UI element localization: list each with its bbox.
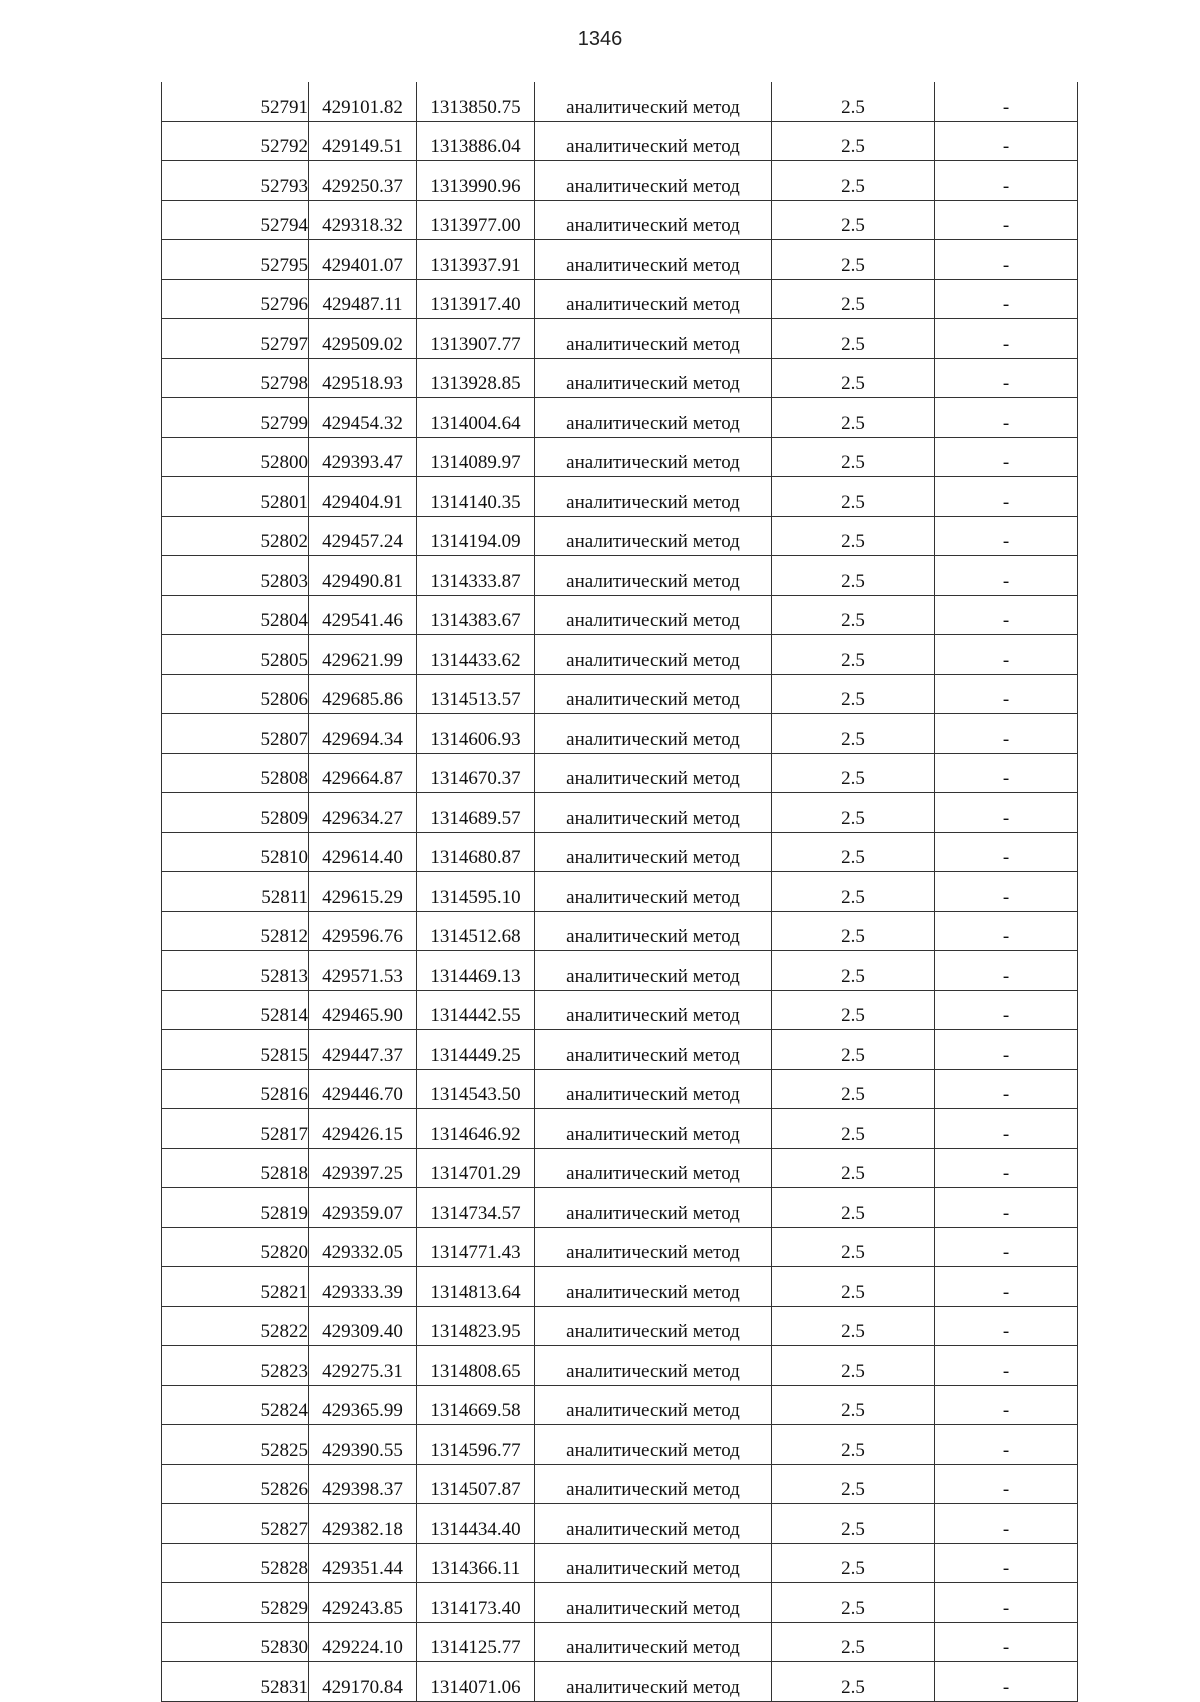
table-row bbox=[162, 1662, 1078, 1702]
point-number-cell: 52821 bbox=[162, 1267, 309, 1307]
table-row bbox=[162, 832, 1078, 872]
x-coordinate-cell: 429398.37 bbox=[309, 1464, 417, 1504]
y-coordinate-cell: 1314433.62 bbox=[417, 635, 535, 675]
x-coordinate-cell: 429615.29 bbox=[309, 872, 417, 912]
table-row bbox=[162, 911, 1078, 951]
x-coordinate-cell: 429465.90 bbox=[309, 990, 417, 1030]
method-cell: аналитический метод bbox=[535, 1583, 772, 1623]
note-cell: - bbox=[935, 635, 1078, 675]
point-number-cell: 52814 bbox=[162, 990, 309, 1030]
y-coordinate-cell: 1314173.40 bbox=[417, 1583, 535, 1623]
x-coordinate-cell: 429518.93 bbox=[309, 358, 417, 398]
note-cell: - bbox=[935, 161, 1078, 201]
method-cell: аналитический метод bbox=[535, 714, 772, 754]
method-cell: аналитический метод bbox=[535, 1030, 772, 1070]
table-row bbox=[162, 556, 1078, 596]
y-coordinate-cell: 1314071.06 bbox=[417, 1662, 535, 1702]
point-number-cell: 52823 bbox=[162, 1346, 309, 1386]
y-coordinate-cell: 1313850.75 bbox=[417, 82, 535, 121]
x-coordinate-cell: 429365.99 bbox=[309, 1385, 417, 1425]
note-cell: - bbox=[935, 911, 1078, 951]
note-cell: - bbox=[935, 358, 1078, 398]
method-cell: аналитический метод bbox=[535, 1385, 772, 1425]
accuracy-cell: 2.5 bbox=[772, 1227, 935, 1267]
table-row bbox=[162, 437, 1078, 477]
accuracy-cell: 2.5 bbox=[772, 714, 935, 754]
point-number-cell: 52807 bbox=[162, 714, 309, 754]
method-cell: аналитический метод bbox=[535, 161, 772, 201]
y-coordinate-cell: 1313977.00 bbox=[417, 200, 535, 240]
x-coordinate-cell: 429250.37 bbox=[309, 161, 417, 201]
method-cell: аналитический метод bbox=[535, 437, 772, 477]
y-coordinate-cell: 1314469.13 bbox=[417, 951, 535, 991]
coordinates-table bbox=[161, 82, 1078, 1702]
method-cell: аналитический метод bbox=[535, 911, 772, 951]
accuracy-cell: 2.5 bbox=[772, 951, 935, 991]
y-coordinate-cell: 1314449.25 bbox=[417, 1030, 535, 1070]
x-coordinate-cell: 429351.44 bbox=[309, 1543, 417, 1583]
y-coordinate-cell: 1314194.09 bbox=[417, 516, 535, 556]
accuracy-cell: 2.5 bbox=[772, 1306, 935, 1346]
point-number-cell: 52803 bbox=[162, 556, 309, 596]
note-cell: - bbox=[935, 1504, 1078, 1544]
note-cell: - bbox=[935, 1464, 1078, 1504]
table-row bbox=[162, 319, 1078, 359]
point-number-cell: 52791 bbox=[162, 82, 309, 121]
x-coordinate-cell: 429275.31 bbox=[309, 1346, 417, 1386]
note-cell: - bbox=[935, 82, 1078, 121]
point-number-cell: 52801 bbox=[162, 477, 309, 517]
point-number-cell: 52811 bbox=[162, 872, 309, 912]
y-coordinate-cell: 1313886.04 bbox=[417, 121, 535, 161]
x-coordinate-cell: 429454.32 bbox=[309, 398, 417, 438]
y-coordinate-cell: 1314596.77 bbox=[417, 1425, 535, 1465]
accuracy-cell: 2.5 bbox=[772, 121, 935, 161]
point-number-cell: 52808 bbox=[162, 753, 309, 793]
method-cell: аналитический метод bbox=[535, 1148, 772, 1188]
note-cell: - bbox=[935, 595, 1078, 635]
table-row bbox=[162, 240, 1078, 280]
method-cell: аналитический метод bbox=[535, 1464, 772, 1504]
table-row bbox=[162, 279, 1078, 319]
accuracy-cell: 2.5 bbox=[772, 200, 935, 240]
x-coordinate-cell: 429309.40 bbox=[309, 1306, 417, 1346]
method-cell: аналитический метод bbox=[535, 832, 772, 872]
note-cell: - bbox=[935, 516, 1078, 556]
y-coordinate-cell: 1314442.55 bbox=[417, 990, 535, 1030]
y-coordinate-cell: 1313937.91 bbox=[417, 240, 535, 280]
table-row bbox=[162, 1109, 1078, 1149]
y-coordinate-cell: 1314734.57 bbox=[417, 1188, 535, 1228]
point-number-cell: 52817 bbox=[162, 1109, 309, 1149]
y-coordinate-cell: 1314004.64 bbox=[417, 398, 535, 438]
method-cell: аналитический метод bbox=[535, 1227, 772, 1267]
point-number-cell: 52819 bbox=[162, 1188, 309, 1228]
note-cell: - bbox=[935, 1030, 1078, 1070]
note-cell: - bbox=[935, 437, 1078, 477]
x-coordinate-cell: 429509.02 bbox=[309, 319, 417, 359]
note-cell: - bbox=[935, 1267, 1078, 1307]
note-cell: - bbox=[935, 872, 1078, 912]
accuracy-cell: 2.5 bbox=[772, 556, 935, 596]
y-coordinate-cell: 1314701.29 bbox=[417, 1148, 535, 1188]
x-coordinate-cell: 429401.07 bbox=[309, 240, 417, 280]
x-coordinate-cell: 429614.40 bbox=[309, 832, 417, 872]
point-number-cell: 52798 bbox=[162, 358, 309, 398]
note-cell: - bbox=[935, 279, 1078, 319]
accuracy-cell: 2.5 bbox=[772, 477, 935, 517]
table-row bbox=[162, 951, 1078, 991]
method-cell: аналитический метод bbox=[535, 951, 772, 991]
point-number-cell: 52820 bbox=[162, 1227, 309, 1267]
table-row bbox=[162, 1583, 1078, 1623]
x-coordinate-cell: 429694.34 bbox=[309, 714, 417, 754]
accuracy-cell: 2.5 bbox=[772, 1425, 935, 1465]
method-cell: аналитический метод bbox=[535, 319, 772, 359]
note-cell: - bbox=[935, 319, 1078, 359]
point-number-cell: 52806 bbox=[162, 674, 309, 714]
x-coordinate-cell: 429318.32 bbox=[309, 200, 417, 240]
table-row bbox=[162, 1030, 1078, 1070]
accuracy-cell: 2.5 bbox=[772, 674, 935, 714]
table-row bbox=[162, 358, 1078, 398]
y-coordinate-cell: 1314606.93 bbox=[417, 714, 535, 754]
y-coordinate-cell: 1314670.37 bbox=[417, 753, 535, 793]
y-coordinate-cell: 1314333.87 bbox=[417, 556, 535, 596]
y-coordinate-cell: 1314512.68 bbox=[417, 911, 535, 951]
note-cell: - bbox=[935, 200, 1078, 240]
note-cell: - bbox=[935, 1583, 1078, 1623]
method-cell: аналитический метод bbox=[535, 82, 772, 121]
accuracy-cell: 2.5 bbox=[772, 279, 935, 319]
method-cell: аналитический метод bbox=[535, 556, 772, 596]
point-number-cell: 52795 bbox=[162, 240, 309, 280]
point-number-cell: 52827 bbox=[162, 1504, 309, 1544]
accuracy-cell: 2.5 bbox=[772, 1069, 935, 1109]
accuracy-cell: 2.5 bbox=[772, 1662, 935, 1702]
y-coordinate-cell: 1314089.97 bbox=[417, 437, 535, 477]
note-cell: - bbox=[935, 1385, 1078, 1425]
table-row bbox=[162, 1346, 1078, 1386]
accuracy-cell: 2.5 bbox=[772, 911, 935, 951]
x-coordinate-cell: 429224.10 bbox=[309, 1622, 417, 1662]
x-coordinate-cell: 429621.99 bbox=[309, 635, 417, 675]
point-number-cell: 52804 bbox=[162, 595, 309, 635]
point-number-cell: 52828 bbox=[162, 1543, 309, 1583]
x-coordinate-cell: 429170.84 bbox=[309, 1662, 417, 1702]
y-coordinate-cell: 1313907.77 bbox=[417, 319, 535, 359]
point-number-cell: 52793 bbox=[162, 161, 309, 201]
accuracy-cell: 2.5 bbox=[772, 1583, 935, 1623]
y-coordinate-cell: 1314543.50 bbox=[417, 1069, 535, 1109]
method-cell: аналитический метод bbox=[535, 516, 772, 556]
x-coordinate-cell: 429541.46 bbox=[309, 595, 417, 635]
table-row bbox=[162, 161, 1078, 201]
table-row bbox=[162, 714, 1078, 754]
x-coordinate-cell: 429571.53 bbox=[309, 951, 417, 991]
x-coordinate-cell: 429487.11 bbox=[309, 279, 417, 319]
point-number-cell: 52797 bbox=[162, 319, 309, 359]
point-number-cell: 52805 bbox=[162, 635, 309, 675]
accuracy-cell: 2.5 bbox=[772, 872, 935, 912]
x-coordinate-cell: 429393.47 bbox=[309, 437, 417, 477]
point-number-cell: 52799 bbox=[162, 398, 309, 438]
note-cell: - bbox=[935, 1227, 1078, 1267]
table-row bbox=[162, 753, 1078, 793]
table-row bbox=[162, 1188, 1078, 1228]
x-coordinate-cell: 429596.76 bbox=[309, 911, 417, 951]
x-coordinate-cell: 429382.18 bbox=[309, 1504, 417, 1544]
note-cell: - bbox=[935, 1622, 1078, 1662]
method-cell: аналитический метод bbox=[535, 990, 772, 1030]
table-row bbox=[162, 872, 1078, 912]
accuracy-cell: 2.5 bbox=[772, 635, 935, 675]
point-number-cell: 52815 bbox=[162, 1030, 309, 1070]
note-cell: - bbox=[935, 1662, 1078, 1702]
note-cell: - bbox=[935, 398, 1078, 438]
accuracy-cell: 2.5 bbox=[772, 793, 935, 833]
table-row bbox=[162, 595, 1078, 635]
table-row bbox=[162, 200, 1078, 240]
note-cell: - bbox=[935, 556, 1078, 596]
x-coordinate-cell: 429426.15 bbox=[309, 1109, 417, 1149]
table-row bbox=[162, 1622, 1078, 1662]
accuracy-cell: 2.5 bbox=[772, 1030, 935, 1070]
accuracy-cell: 2.5 bbox=[772, 516, 935, 556]
method-cell: аналитический метод bbox=[535, 121, 772, 161]
note-cell: - bbox=[935, 674, 1078, 714]
accuracy-cell: 2.5 bbox=[772, 1464, 935, 1504]
method-cell: аналитический метод bbox=[535, 595, 772, 635]
y-coordinate-cell: 1314513.57 bbox=[417, 674, 535, 714]
point-number-cell: 52830 bbox=[162, 1622, 309, 1662]
y-coordinate-cell: 1314434.40 bbox=[417, 1504, 535, 1544]
note-cell: - bbox=[935, 753, 1078, 793]
x-coordinate-cell: 429333.39 bbox=[309, 1267, 417, 1307]
point-number-cell: 52810 bbox=[162, 832, 309, 872]
method-cell: аналитический метод bbox=[535, 1109, 772, 1149]
method-cell: аналитический метод bbox=[535, 1306, 772, 1346]
x-coordinate-cell: 429446.70 bbox=[309, 1069, 417, 1109]
note-cell: - bbox=[935, 714, 1078, 754]
accuracy-cell: 2.5 bbox=[772, 240, 935, 280]
note-cell: - bbox=[935, 951, 1078, 991]
accuracy-cell: 2.5 bbox=[772, 832, 935, 872]
accuracy-cell: 2.5 bbox=[772, 437, 935, 477]
method-cell: аналитический метод bbox=[535, 1622, 772, 1662]
x-coordinate-cell: 429101.82 bbox=[309, 82, 417, 121]
method-cell: аналитический метод bbox=[535, 240, 772, 280]
table-row bbox=[162, 1543, 1078, 1583]
x-coordinate-cell: 429359.07 bbox=[309, 1188, 417, 1228]
note-cell: - bbox=[935, 990, 1078, 1030]
table-row bbox=[162, 1069, 1078, 1109]
note-cell: - bbox=[935, 477, 1078, 517]
point-number-cell: 52796 bbox=[162, 279, 309, 319]
y-coordinate-cell: 1313917.40 bbox=[417, 279, 535, 319]
y-coordinate-cell: 1314669.58 bbox=[417, 1385, 535, 1425]
point-number-cell: 52816 bbox=[162, 1069, 309, 1109]
accuracy-cell: 2.5 bbox=[772, 1346, 935, 1386]
table-row bbox=[162, 1148, 1078, 1188]
accuracy-cell: 2.5 bbox=[772, 1622, 935, 1662]
method-cell: аналитический метод bbox=[535, 1346, 772, 1386]
y-coordinate-cell: 1314646.92 bbox=[417, 1109, 535, 1149]
accuracy-cell: 2.5 bbox=[772, 1385, 935, 1425]
table-row bbox=[162, 1267, 1078, 1307]
method-cell: аналитический метод bbox=[535, 200, 772, 240]
point-number-cell: 52825 bbox=[162, 1425, 309, 1465]
point-number-cell: 52792 bbox=[162, 121, 309, 161]
note-cell: - bbox=[935, 121, 1078, 161]
accuracy-cell: 2.5 bbox=[772, 358, 935, 398]
x-coordinate-cell: 429490.81 bbox=[309, 556, 417, 596]
accuracy-cell: 2.5 bbox=[772, 1148, 935, 1188]
y-coordinate-cell: 1314771.43 bbox=[417, 1227, 535, 1267]
note-cell: - bbox=[935, 240, 1078, 280]
x-coordinate-cell: 429457.24 bbox=[309, 516, 417, 556]
accuracy-cell: 2.5 bbox=[772, 1188, 935, 1228]
y-coordinate-cell: 1314680.87 bbox=[417, 832, 535, 872]
method-cell: аналитический метод bbox=[535, 1069, 772, 1109]
accuracy-cell: 2.5 bbox=[772, 990, 935, 1030]
note-cell: - bbox=[935, 1148, 1078, 1188]
note-cell: - bbox=[935, 1306, 1078, 1346]
note-cell: - bbox=[935, 1425, 1078, 1465]
note-cell: - bbox=[935, 1543, 1078, 1583]
table-row bbox=[162, 635, 1078, 675]
y-coordinate-cell: 1314823.95 bbox=[417, 1306, 535, 1346]
y-coordinate-cell: 1313990.96 bbox=[417, 161, 535, 201]
accuracy-cell: 2.5 bbox=[772, 398, 935, 438]
method-cell: аналитический метод bbox=[535, 793, 772, 833]
table-row bbox=[162, 990, 1078, 1030]
page-number: 1346 bbox=[577, 28, 623, 50]
x-coordinate-cell: 429390.55 bbox=[309, 1425, 417, 1465]
point-number-cell: 52824 bbox=[162, 1385, 309, 1425]
point-number-cell: 52794 bbox=[162, 200, 309, 240]
table-row bbox=[162, 793, 1078, 833]
note-cell: - bbox=[935, 832, 1078, 872]
point-number-cell: 52818 bbox=[162, 1148, 309, 1188]
method-cell: аналитический метод bbox=[535, 1267, 772, 1307]
x-coordinate-cell: 429243.85 bbox=[309, 1583, 417, 1623]
y-coordinate-cell: 1314140.35 bbox=[417, 477, 535, 517]
note-cell: - bbox=[935, 1069, 1078, 1109]
y-coordinate-cell: 1313928.85 bbox=[417, 358, 535, 398]
point-number-cell: 52813 bbox=[162, 951, 309, 991]
table-row bbox=[162, 477, 1078, 517]
table-row bbox=[162, 398, 1078, 438]
note-cell: - bbox=[935, 1346, 1078, 1386]
method-cell: аналитический метод bbox=[535, 753, 772, 793]
x-coordinate-cell: 429685.86 bbox=[309, 674, 417, 714]
y-coordinate-cell: 1314595.10 bbox=[417, 872, 535, 912]
method-cell: аналитический метод bbox=[535, 398, 772, 438]
point-number-cell: 52800 bbox=[162, 437, 309, 477]
coordinates-table-body bbox=[162, 82, 1078, 1701]
table-row bbox=[162, 674, 1078, 714]
method-cell: аналитический метод bbox=[535, 1662, 772, 1702]
x-coordinate-cell: 429404.91 bbox=[309, 477, 417, 517]
method-cell: аналитический метод bbox=[535, 1543, 772, 1583]
method-cell: аналитический метод bbox=[535, 279, 772, 319]
accuracy-cell: 2.5 bbox=[772, 1109, 935, 1149]
method-cell: аналитический метод bbox=[535, 1504, 772, 1544]
point-number-cell: 52809 bbox=[162, 793, 309, 833]
y-coordinate-cell: 1314366.11 bbox=[417, 1543, 535, 1583]
method-cell: аналитический метод bbox=[535, 674, 772, 714]
y-coordinate-cell: 1314383.67 bbox=[417, 595, 535, 635]
point-number-cell: 52802 bbox=[162, 516, 309, 556]
point-number-cell: 52829 bbox=[162, 1583, 309, 1623]
method-cell: аналитический метод bbox=[535, 1425, 772, 1465]
note-cell: - bbox=[935, 1109, 1078, 1149]
accuracy-cell: 2.5 bbox=[772, 595, 935, 635]
x-coordinate-cell: 429634.27 bbox=[309, 793, 417, 833]
table-row bbox=[162, 1504, 1078, 1544]
table-row bbox=[162, 121, 1078, 161]
method-cell: аналитический метод bbox=[535, 477, 772, 517]
table-row bbox=[162, 1227, 1078, 1267]
accuracy-cell: 2.5 bbox=[772, 161, 935, 201]
accuracy-cell: 2.5 bbox=[772, 753, 935, 793]
table-row bbox=[162, 516, 1078, 556]
point-number-cell: 52822 bbox=[162, 1306, 309, 1346]
note-cell: - bbox=[935, 793, 1078, 833]
note-cell: - bbox=[935, 1188, 1078, 1228]
accuracy-cell: 2.5 bbox=[772, 1504, 935, 1544]
x-coordinate-cell: 429397.25 bbox=[309, 1148, 417, 1188]
x-coordinate-cell: 429447.37 bbox=[309, 1030, 417, 1070]
table-row bbox=[162, 1385, 1078, 1425]
point-number-cell: 52812 bbox=[162, 911, 309, 951]
x-coordinate-cell: 429332.05 bbox=[309, 1227, 417, 1267]
y-coordinate-cell: 1314125.77 bbox=[417, 1622, 535, 1662]
accuracy-cell: 2.5 bbox=[772, 319, 935, 359]
method-cell: аналитический метод bbox=[535, 1188, 772, 1228]
y-coordinate-cell: 1314689.57 bbox=[417, 793, 535, 833]
y-coordinate-cell: 1314808.65 bbox=[417, 1346, 535, 1386]
accuracy-cell: 2.5 bbox=[772, 82, 935, 121]
point-number-cell: 52826 bbox=[162, 1464, 309, 1504]
accuracy-cell: 2.5 bbox=[772, 1267, 935, 1307]
method-cell: аналитический метод bbox=[535, 635, 772, 675]
point-number-cell: 52831 bbox=[162, 1662, 309, 1702]
method-cell: аналитический метод bbox=[535, 872, 772, 912]
x-coordinate-cell: 429664.87 bbox=[309, 753, 417, 793]
x-coordinate-cell: 429149.51 bbox=[309, 121, 417, 161]
accuracy-cell: 2.5 bbox=[772, 1543, 935, 1583]
table-row bbox=[162, 1464, 1078, 1504]
table-row bbox=[162, 1306, 1078, 1346]
y-coordinate-cell: 1314507.87 bbox=[417, 1464, 535, 1504]
table-row bbox=[162, 82, 1078, 121]
method-cell: аналитический метод bbox=[535, 358, 772, 398]
y-coordinate-cell: 1314813.64 bbox=[417, 1267, 535, 1307]
table-row bbox=[162, 1425, 1078, 1465]
